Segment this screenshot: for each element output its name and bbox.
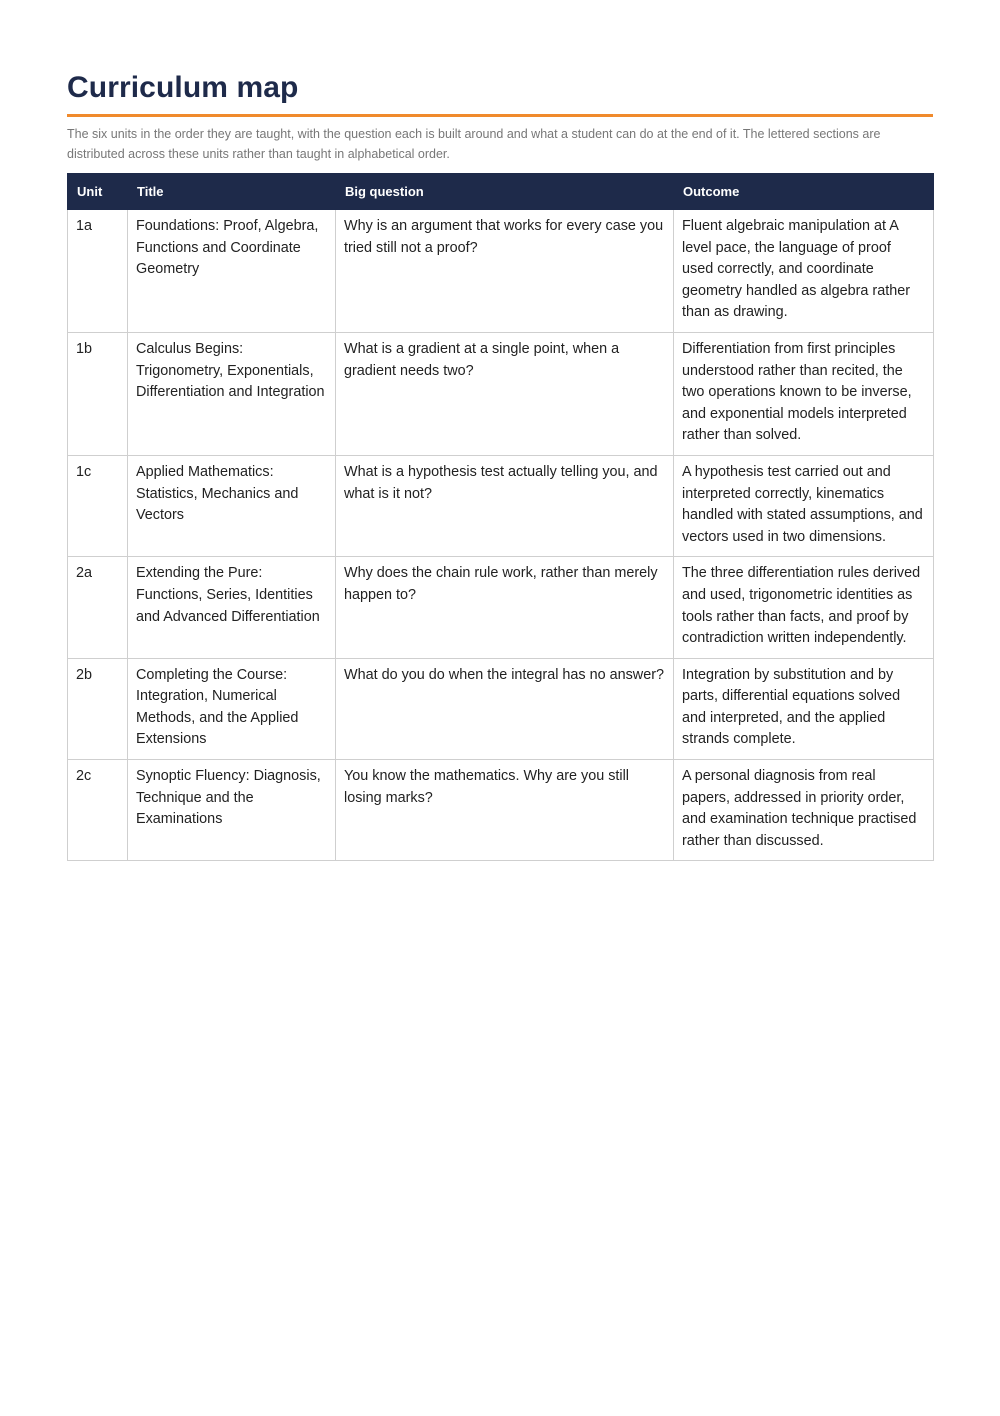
table-row xyxy=(68,332,934,455)
page-title: Curriculum map xyxy=(67,71,299,104)
cell-title: Completing the Course: Integration, Numerical Methods, and the Applied Extensions xyxy=(128,658,336,759)
cell-title: Applied Mathematics: Statistics, Mechanics and Vectors xyxy=(128,455,336,556)
header-unit: Unit xyxy=(68,174,128,210)
cell-big-question: Why does the chain rule work, rather than merely happen to? xyxy=(336,557,674,658)
cell-unit: 1a xyxy=(68,210,128,333)
cell-unit: 2b xyxy=(68,658,128,759)
cell-unit: 1b xyxy=(68,332,128,455)
cell-unit: 2c xyxy=(68,760,128,861)
cell-big-question: What is a hypothesis test actually telling you, and what is it not? xyxy=(336,455,674,556)
cell-outcome: Integration by substitution and by parts, differential equations solved and interpreted, and the applied strands complete. xyxy=(674,658,934,759)
header-big-question: Big question xyxy=(336,174,674,210)
table-header-row xyxy=(68,174,934,210)
cell-outcome: Fluent algebraic manipulation at A level pace, the language of proof used correctly, and coordinate geometry handled as algebra rather than as drawing. xyxy=(674,210,934,333)
cell-outcome: The three differentiation rules derived and used, trigonometric identities as tools rather than facts, and proof by contradiction written independently. xyxy=(674,557,934,658)
title-divider xyxy=(67,114,933,117)
table-row xyxy=(68,210,934,333)
table-row xyxy=(68,658,934,759)
cell-outcome: A personal diagnosis from real papers, addressed in priority order, and examination technique practised rather than discussed. xyxy=(674,760,934,861)
cell-outcome: Differentiation from first principles understood rather than recited, the two operations known to be inverse, and exponential models interpreted rather than solved. xyxy=(674,332,934,455)
cell-big-question: What is a gradient at a single point, when a gradient needs two? xyxy=(336,332,674,455)
cell-title: Extending the Pure: Functions, Series, Identities and Advanced Differentiation xyxy=(128,557,336,658)
cell-unit: 2a xyxy=(68,557,128,658)
intro-paragraph: The six units in the order they are taught, with the question each is built around and what a student can do at the end of it. The lettered sections are distributed across these units rather than taught in alphabetical order. xyxy=(67,127,881,161)
header-outcome: Outcome xyxy=(674,174,934,210)
cell-title: Synoptic Fluency: Diagnosis, Technique and the Examinations xyxy=(128,760,336,861)
cell-big-question: What do you do when the integral has no answer? xyxy=(336,658,674,759)
cell-title: Calculus Begins: Trigonometry, Exponentials, Differentiation and Integration xyxy=(128,332,336,455)
table-row xyxy=(68,455,934,556)
header-title: Title xyxy=(128,174,336,210)
table-row xyxy=(68,760,934,861)
cell-outcome: A hypothesis test carried out and interpreted correctly, kinematics handled with stated assumptions, and vectors used in two dimensions. xyxy=(674,455,934,556)
cell-unit: 1c xyxy=(68,455,128,556)
table-row xyxy=(68,557,934,658)
cell-title: Foundations: Proof, Algebra, Functions and Coordinate Geometry xyxy=(128,210,336,333)
cell-big-question: You know the mathematics. Why are you still losing marks? xyxy=(336,760,674,861)
curriculum-table xyxy=(67,173,934,861)
cell-big-question: Why is an argument that works for every case you tried still not a proof? xyxy=(336,210,674,333)
